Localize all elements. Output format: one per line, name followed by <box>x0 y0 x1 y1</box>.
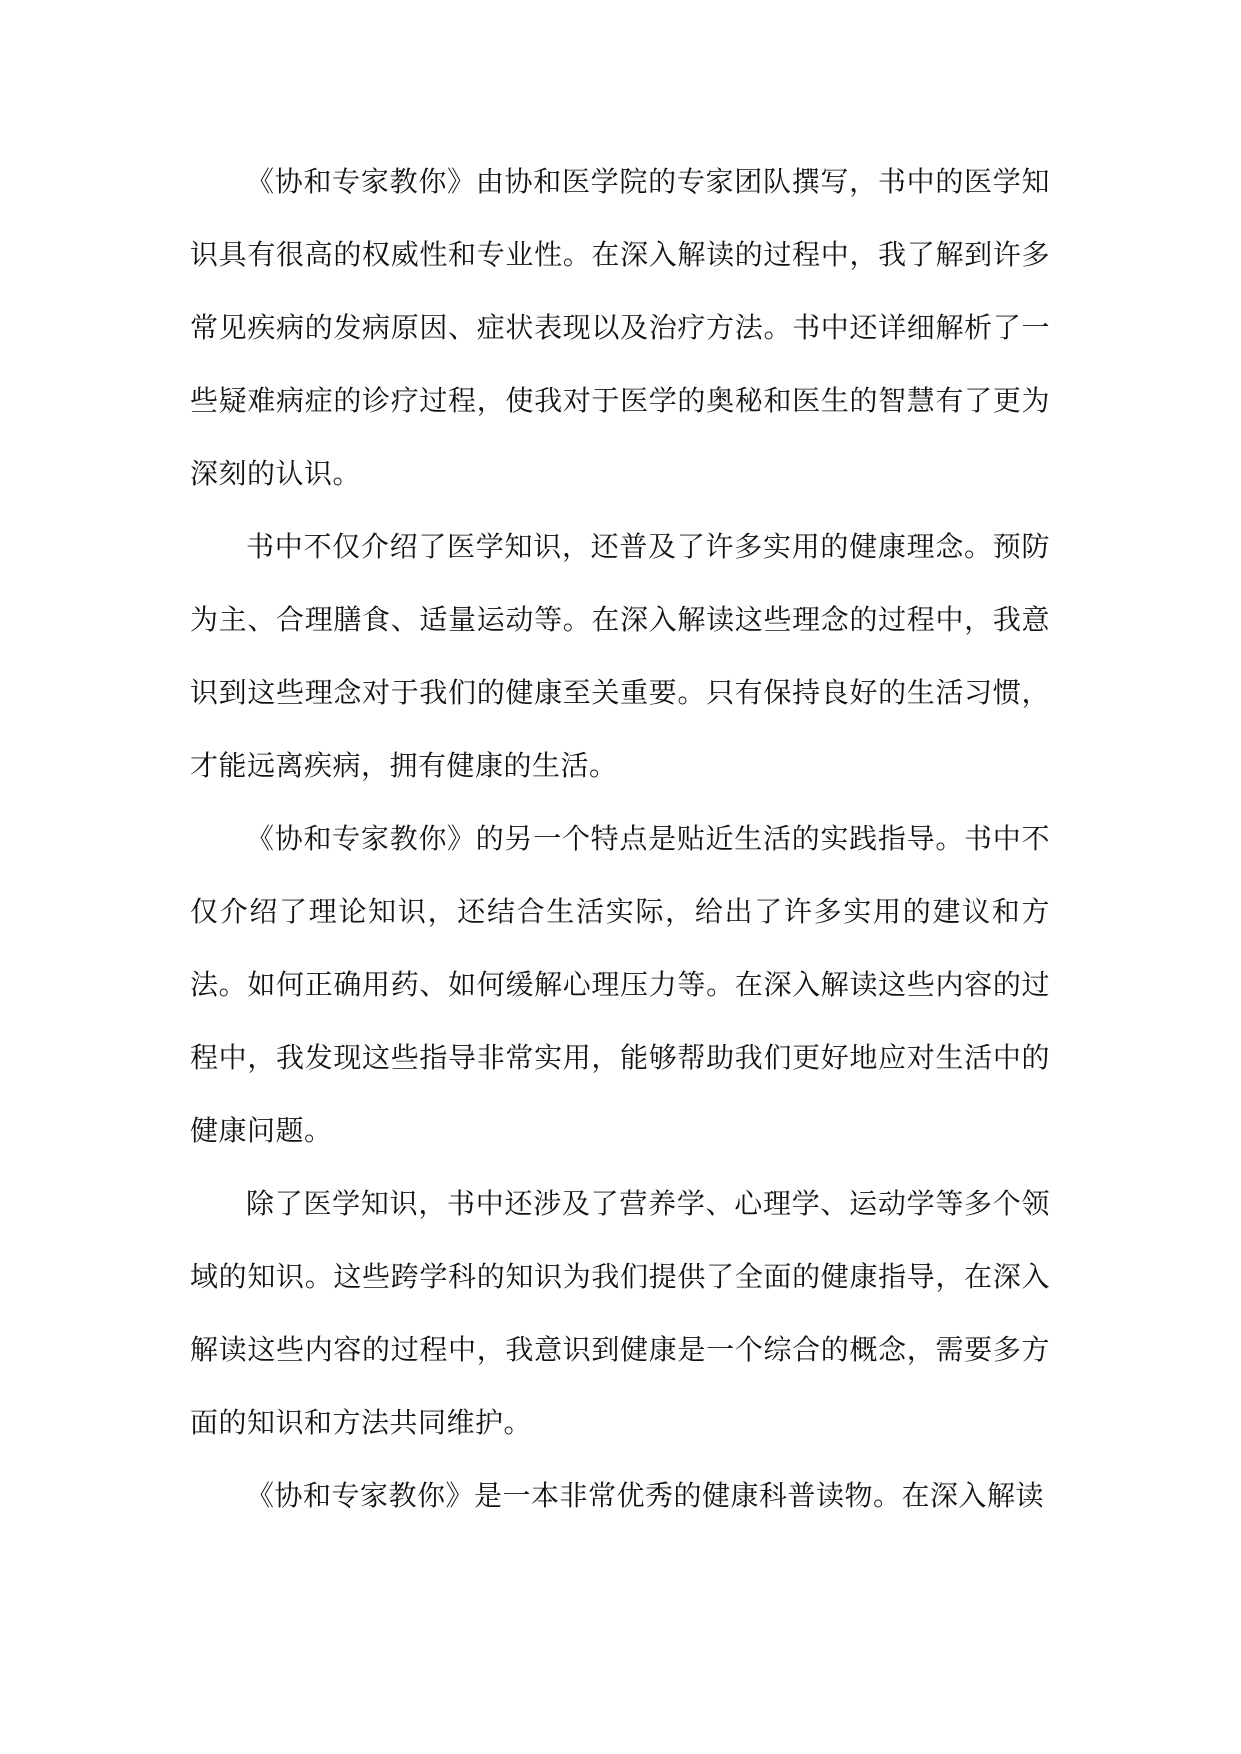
paragraph-2: 书中不仅介绍了医学知识，还普及了许多实用的健康理念。预防为主、合理膳食、适量运动等。在深入解读这些理念的过程中，我意识到这些理念对于我们的健康至关重要。只有保持良好的生活习惯，才能远离疾病，拥有健康的生活。 <box>190 530 1050 782</box>
paragraph-5: 《协和专家教你》是一本非常优秀的健康科普读物。在深入解读 <box>246 1479 1045 1512</box>
paragraph-3: 《协和专家教你》的另一个特点是贴近生活的实践指导。书中不仅介绍了理论知识，还结合生活实际，给出了许多实用的建议和方法。如何正确用药、如何缓解心理压力等。在深入解读这些内容的过程中，我发现这些指导非常实用，能够帮助我们更好地应对生活中的健康问题。 <box>190 822 1050 1147</box>
paragraph-4: 除了医学知识，书中还涉及了营养学、心理学、运动学等多个领域的知识。这些跨学科的知识为我们提供了全面的健康指导，在深入解读这些内容的过程中，我意识到健康是一个综合的概念，需要多方面的知识和方法共同维护。 <box>190 1187 1050 1439</box>
document-body <box>190 145 1050 1532</box>
paragraph-1: 《协和专家教你》由协和医学院的专家团队撰写，书中的医学知识具有很高的权威性和专业性。在深入解读的过程中，我了解到许多常见疾病的发病原因、症状表现以及治疗方法。书中还详细解析了一些疑难病症的诊疗过程，使我对于医学的奥秘和医生的智慧有了更为深刻的认识。 <box>190 165 1050 490</box>
